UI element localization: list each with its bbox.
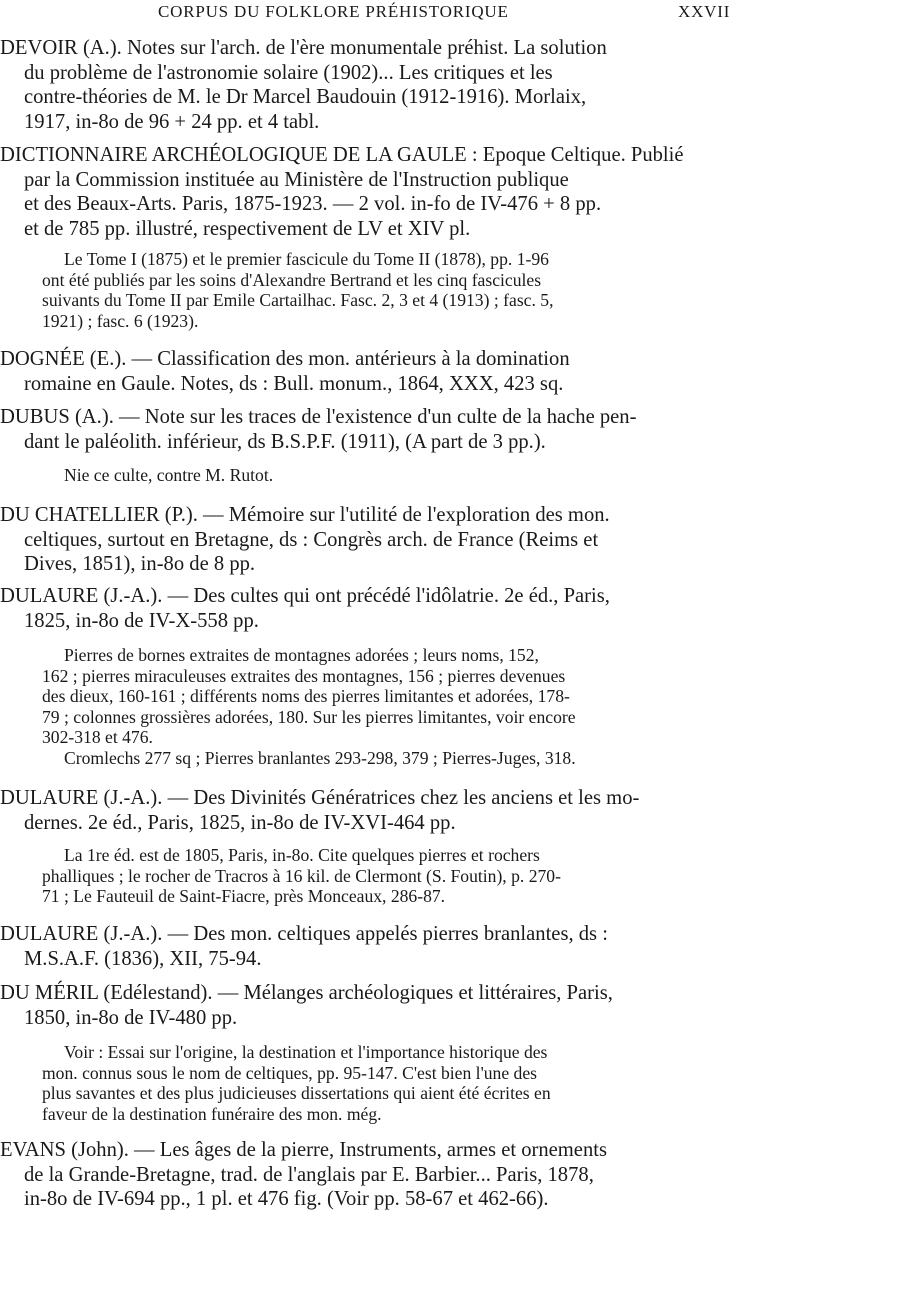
- entry-line: de la Grande-Bretagne, trad. de l'anglais par E. Barbier... Paris, 1878,: [24, 1163, 594, 1186]
- note-line: Le Tome I (1875) et le premier fascicule du Tome II (1878), pp. 1-96: [64, 249, 549, 269]
- note-line: Cromlechs 277 sq ; Pierres branlantes 293-298, 379 ; Pierres-Juges, 318.: [64, 747, 576, 768]
- bibliography-entry: [0, 584, 742, 633]
- bibliography-entry: [0, 405, 742, 454]
- bibliography-entry: [0, 786, 742, 835]
- entry-line: DU MÉRIL (Edélestand). — Mélanges archéologiques et littéraires, Paris,: [0, 982, 613, 1004]
- bibliography-entry: [0, 981, 742, 1030]
- entry-line: DOGNÉE (E.). — Classification des mon. antérieurs à la domination: [0, 348, 570, 370]
- entry-line: celtiques, surtout en Bretagne, ds : Congrès arch. de France (Reims et: [24, 528, 599, 551]
- bibliography-entry: [0, 36, 742, 134]
- note-line: 71 ; Le Fauteuil de Saint-Fiacre, près Monceaux, 286-87.: [42, 886, 446, 907]
- entry-line: DUBUS (A.). — Note sur les traces de l'existence d'un culte de la hache pen-: [0, 406, 637, 428]
- page-number: XXVII: [678, 2, 731, 21]
- note-line: mon. connus sous le nom de celtiques, pp. 95-147. C'est bien l'une des: [42, 1062, 537, 1083]
- entry-line: contre-théories de M. le Dr Marcel Baudouin (1912-1916). Morlaix,: [24, 86, 587, 109]
- bibliography-entry: [0, 143, 742, 241]
- note-line: phalliques ; le rocher de Tracros à 16 kil. de Clermont (S. Foutin), p. 270-: [42, 865, 561, 886]
- entry-line: et des Beaux-Arts. Paris, 1875-1923. — 2 vol. in-fo de IV-476 + 8 pp.: [24, 193, 602, 216]
- bibliography-entry: [0, 1138, 742, 1212]
- note-line: des dieux, 160-161 ; différents noms des pierres limitantes et adorées, 178-: [42, 686, 570, 707]
- note-line: ont été publiés par les soins d'Alexandre Bertrand et les cinq fascicules: [42, 269, 542, 290]
- bibliography-entry: [0, 347, 742, 396]
- bibliography-entry: [0, 922, 742, 971]
- note-line: 162 ; pierres miraculeuses extraites des montagnes, 156 ; pierres devenues: [42, 665, 566, 686]
- entry-note: [64, 465, 742, 486]
- note-line: 302-318 et 476.: [42, 727, 153, 748]
- entry-line: in-8o de IV-694 pp., 1 pl. et 476 fig. (Voir pp. 58-67 et 462-66).: [24, 1188, 549, 1211]
- entry-line: et de 785 pp. illustré, respectivement de LV et XIV pl.: [24, 217, 471, 240]
- note-line: suivants du Tome II par Emile Cartailhac. Fasc. 2, 3 et 4 (1913) ; fasc. 5,: [42, 290, 554, 311]
- bibliography-entry: [0, 503, 742, 577]
- entry-line: DU CHATELLIER (P.). — Mémoire sur l'utilité de l'exploration des mon.: [0, 504, 610, 526]
- note-line: Nie ce culte, contre M. Rutot.: [64, 465, 274, 485]
- entry-line: DEVOIR (A.). Notes sur l'arch. de l'ère monumentale préhist. La solution: [0, 37, 607, 59]
- running-header: [0, 2, 900, 24]
- entry-note: [42, 845, 742, 907]
- entry-note: [42, 1042, 742, 1124]
- note-line: 79 ; colonnes grossières adorées, 180. Sur les pierres limitantes, voir encore: [42, 706, 576, 727]
- note-line: Pierres de bornes extraites de montagnes adorées ; leurs noms, 152,: [64, 645, 539, 665]
- entry-note: [42, 645, 742, 769]
- note-line: plus savantes et des plus judicieuses dissertations qui aient été écrites en: [42, 1083, 551, 1104]
- entry-line: romaine en Gaule. Notes, ds : Bull. monum., 1864, XXX, 423 sq.: [24, 372, 564, 395]
- note-line: faveur de la destination funéraire des mon. még.: [42, 1103, 382, 1124]
- entry-line: du problème de l'astronomie solaire (1902)... Les critiques et les: [24, 61, 553, 84]
- entry-line: M.S.A.F. (1836), XII, 75-94.: [24, 947, 262, 970]
- entry-line: DICTIONNAIRE ARCHÉOLOGIQUE DE LA GAULE : Epoque Celtique. Publié: [0, 144, 684, 166]
- entry-line: DULAURE (J.-A.). — Des mon. celtiques appelés pierres branlantes, ds :: [0, 923, 608, 945]
- note-line: La 1re éd. est de 1805, Paris, in-8o. Cite quelques pierres et rochers: [64, 845, 540, 865]
- entry-line: dernes. 2e éd., Paris, 1825, in-8o de IV-XVI-464 pp.: [24, 811, 456, 834]
- entry-line: Dives, 1851), in-8o de 8 pp.: [24, 553, 256, 576]
- entry-line: 1850, in-8o de IV-480 pp.: [24, 1006, 238, 1029]
- entry-line: DULAURE (J.-A.). — Des Divinités Génératrices chez les anciens et les mo-: [0, 787, 640, 809]
- entry-line: 1825, in-8o de IV-X-558 pp.: [24, 609, 259, 632]
- note-line: 1921) ; fasc. 6 (1923).: [42, 310, 199, 331]
- running-title: CORPUS DU FOLKLORE PRÉHISTORIQUE: [158, 2, 509, 21]
- entry-note: [42, 249, 742, 331]
- entry-line: EVANS (John). — Les âges de la pierre, Instruments, armes et ornements: [0, 1139, 607, 1161]
- entry-line: DULAURE (J.-A.). — Des cultes qui ont précédé l'idôlatrie. 2e éd., Paris,: [0, 585, 610, 607]
- entry-line: dant le paléolith. inférieur, ds B.S.P.F. (1911), (A part de 3 pp.).: [24, 430, 546, 453]
- entry-line: par la Commission instituée au Ministère de l'Instruction publique: [24, 168, 569, 191]
- entry-line: 1917, in-8o de 96 + 24 pp. et 4 tabl.: [24, 110, 320, 133]
- note-line: Voir : Essai sur l'origine, la destination et l'importance historique des: [64, 1042, 548, 1062]
